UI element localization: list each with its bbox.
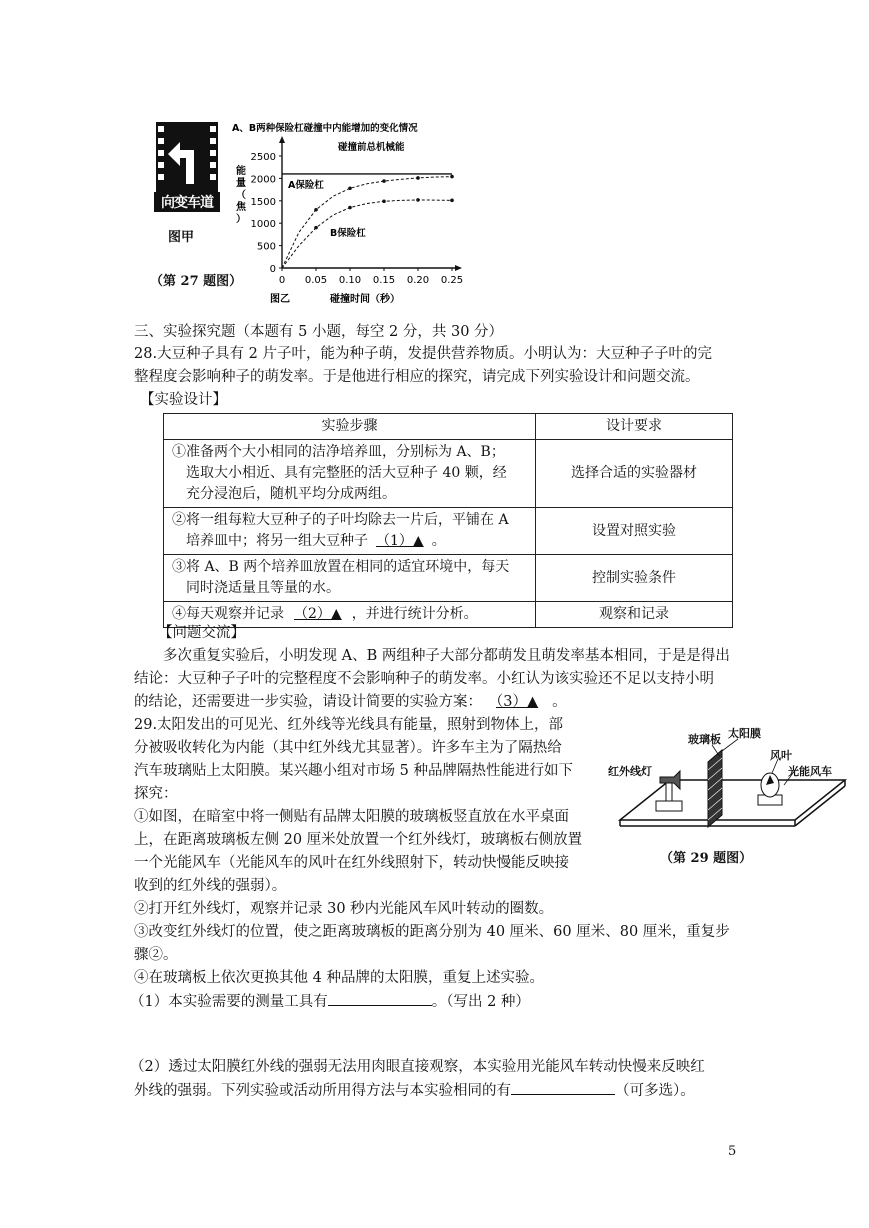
q28-exchange-2: 结论：大豆种子子叶的完整程度不会影响种子的萌发率。小红认为该实验还不足以支持小明 — [134, 671, 714, 687]
q28-exchange-1: 多次重复实验后，小明发现 A、B 两组种子大部分都萌发且萌发率基本相同，于是是得出 — [163, 648, 730, 664]
answer-blank-methods[interactable] — [511, 1080, 615, 1095]
experiment-apparatus-image — [600, 725, 850, 855]
y-tick-label: 1500 — [250, 196, 276, 208]
requirement-cell: 选择合适的实验器材 — [536, 440, 733, 508]
y-tick-label: 2000 — [250, 174, 276, 186]
y-tick-label: 0 — [269, 264, 276, 275]
chart-title: A、B两种保险杠碰撞中内能增加的变化情况 — [232, 123, 418, 134]
x-tick-label: 0.05 — [304, 275, 328, 286]
x-tick-label: 0.15 — [372, 275, 396, 286]
table-header-row — [164, 414, 733, 440]
q29-line-3: 汽车玻璃贴上太阳膜。某兴趣小组对市场 5 种品牌隔热性能进行如下 — [134, 763, 573, 779]
answer-blank-tools[interactable] — [328, 991, 432, 1006]
x-tick-label: 0 — [278, 275, 286, 286]
requirement-cell: 控制实验条件 — [536, 555, 733, 602]
q29-sub-2a: （2）透过太阳膜红外线的强弱无法用肉眼直接观察，本实验用光能风车转动快慢来反映红 — [130, 1059, 705, 1075]
answer-blank-1[interactable]: （1）▲ — [376, 533, 424, 549]
step-cell: ③将 A、B 两个培养皿放置在相同的适宜环境中，每天 同时浇适量且等量的水。 — [164, 555, 536, 602]
x-tick-label: 0.10 — [338, 275, 362, 286]
q28-para-1: 28.大豆种子具有 2 片子叶，能为种子萌，发提供营养物质。小明认为：大豆种子子叶的完 — [134, 346, 712, 362]
problem-exchange-header: 【问题交流】 — [158, 625, 245, 641]
table-row — [164, 602, 733, 628]
step-cell: ④每天观察并记录 （2）▲ ，并进行统计分析。 — [164, 602, 536, 628]
q29-line-12: ④在玻璃板上依次更换其他 4 种品牌的太阳膜，重复上述实验。 — [134, 970, 544, 986]
q29-line-11: 骤②。 — [134, 947, 178, 963]
answer-blank-2[interactable]: （2）▲ — [294, 606, 342, 622]
table-row — [164, 508, 733, 555]
y-tick-label: 1000 — [250, 219, 276, 231]
table-header-requirements: 设计要求 — [536, 414, 733, 440]
experiment-table — [163, 413, 733, 628]
q29-line-6: 上，在距离玻璃板左侧 20 厘米处放置一个红外线灯，玻璃板右侧放置 — [134, 832, 583, 848]
figure-27-caption: （第 27 题图） — [150, 274, 243, 289]
label-blade: 风叶 — [770, 749, 792, 762]
q29-line-9: ②打开红外线灯，观察并记录 30 秒内光能风车风叶转动的圈数。 — [134, 901, 554, 917]
table-row — [164, 555, 733, 602]
q29-sub-2b: 外线的强弱。下列实验或活动所用得方法与本实验相同的有 （可多选）。 — [134, 1080, 695, 1102]
q29-line-4: 探究： — [134, 786, 178, 802]
figure-29 — [600, 725, 850, 875]
experiment-design-header: 【实验设计】 — [140, 392, 227, 408]
label-lamp: 红外线灯 — [608, 765, 652, 778]
data-point — [382, 199, 386, 203]
data-point — [416, 198, 420, 202]
table-header-steps: 实验步骤 — [164, 414, 536, 440]
q29-line-10: ③改变红外线灯的位置，使之距离玻璃板的距离分别为 40 厘米、60 厘米、80 厘米，重复步 — [134, 924, 730, 940]
q29-sub-1: （1）本实验需要的测量工具有 。（写出 2 种） — [130, 991, 530, 1013]
y-tick-label: 2500 — [250, 152, 276, 163]
data-point — [450, 199, 454, 203]
figure-27 — [150, 118, 470, 308]
data-point — [382, 179, 386, 183]
data-point — [450, 175, 454, 179]
data-point — [314, 208, 318, 212]
requirement-cell: 设置对照实验 — [536, 508, 733, 555]
q29-line-8: 收到的红外线的强弱）。 — [134, 878, 287, 894]
page-number: 5 — [728, 1144, 737, 1159]
q29-line-7: 一个光能风车（光能风车的风叶在红外线照射下，转动快慢能反映接 — [134, 855, 569, 871]
x-axis-arrow — [455, 265, 462, 271]
y-tick-label: 500 — [256, 241, 276, 253]
figure-29-caption: （第 29 题图） — [660, 851, 753, 866]
requirement-cell: 观察和记录 — [536, 602, 733, 628]
figure-yi-label: 图乙 — [270, 294, 290, 305]
series-label: 碰撞前总机械能 — [338, 142, 405, 153]
q29-line-1: 29.太阳发出的可见光、红外线等光线具有能量，照射到物体上，部 — [134, 717, 564, 733]
label-film: 太阳膜 — [728, 727, 761, 740]
table-row — [164, 440, 733, 508]
step-cell: ①准备两个大小相同的洁净培养皿，分别标为 A、B； 选取大小相近、具有完整胚的活大豆种子 40 颗，经 充分浸泡后，随机平均分成两组。 — [164, 440, 536, 508]
data-point — [314, 226, 318, 230]
energy-chart — [230, 118, 470, 308]
x-tick-label: 0.20 — [406, 275, 430, 286]
lane-sign-text: 向变车道 — [154, 192, 220, 212]
series-label: A保险杠 — [288, 180, 324, 191]
step-cell: ②将一组每粒大豆种子的子叶均除去一片后，平铺在 A 培养皿中；将另一组大豆种子 （1）▲ 。 — [164, 508, 536, 555]
x-tick-label: 0.25 — [440, 275, 464, 286]
q28-exchange-3: 的结论，还需要进一步实验，请设计简要的实验方案： （3）▲ 。 — [134, 694, 567, 710]
y-axis-arrow — [279, 136, 285, 143]
label-windmill: 光能风车 — [788, 765, 832, 778]
q29-line-5: ①如图，在暗室中将一侧贴有品牌太阳膜的玻璃板竖直放在水平桌面 — [134, 809, 569, 825]
figure-jia-label: 图甲 — [168, 230, 195, 245]
chart-ylabel: 能量（焦） — [236, 166, 246, 225]
q29-line-2: 分被吸收转化为内能（其中红外线尤其显著）。许多车主为了隔热给 — [134, 740, 562, 756]
section-3-title: 三、实验探究题（本题有 5 小题，每空 2 分，共 30 分） — [134, 324, 504, 340]
data-point — [348, 186, 352, 190]
data-point — [416, 176, 420, 180]
data-point — [348, 206, 352, 210]
q28-para-2: 整程度会影响种子的萌发率。于是他进行相应的探究，请完成下列实验设计和问题交流。 — [134, 369, 700, 385]
chart-xlabel: 碰撞时间（秒） — [330, 294, 400, 305]
series-line — [282, 200, 452, 268]
series-label: B保险杠 — [330, 228, 366, 239]
answer-blank-3[interactable]: （3）▲ — [496, 694, 539, 710]
label-glass: 玻璃板 — [688, 733, 721, 746]
